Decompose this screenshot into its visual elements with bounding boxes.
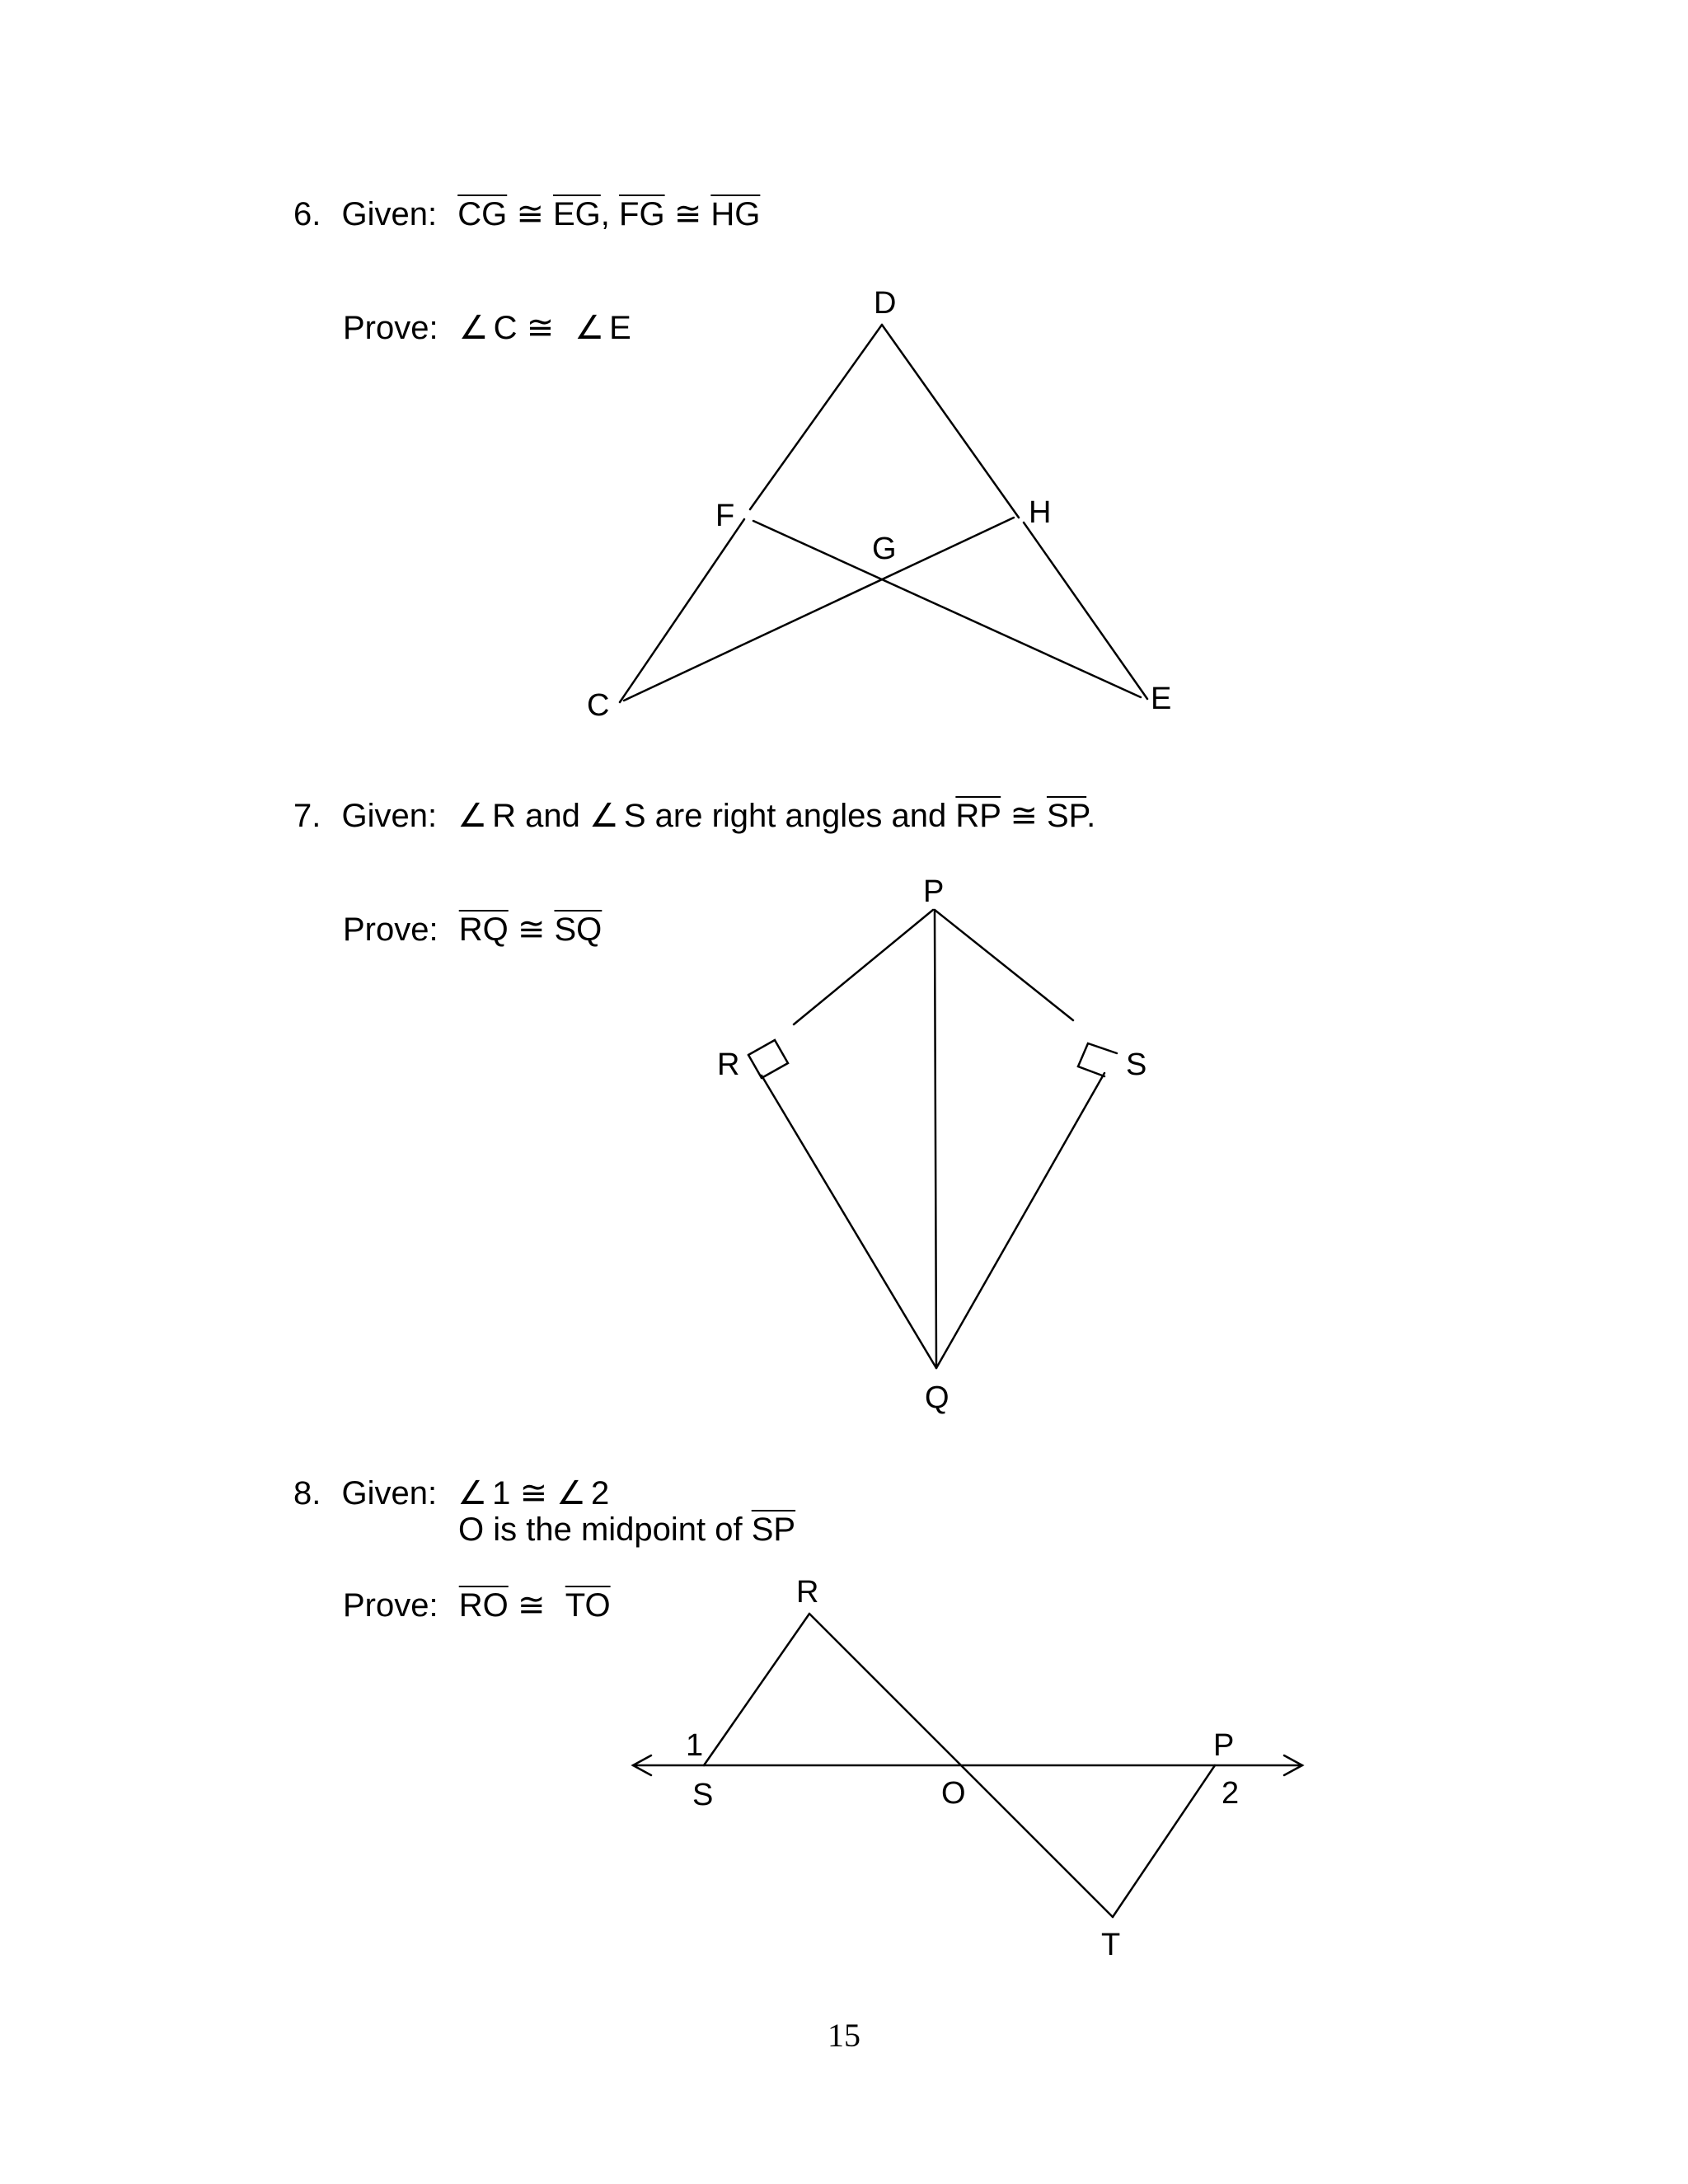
point-label-p: P: [1213, 1728, 1235, 1763]
figure-8: [633, 1614, 1302, 1917]
segment-sq: $\overline{SQ}$: [554, 912, 603, 948]
angle-label-1: 1: [686, 1728, 704, 1763]
segment-rp: $\overline{RP}$: [955, 798, 1001, 834]
page-number: 15: [828, 2017, 860, 2054]
angle-symbol: ∠: [588, 798, 619, 834]
segment-df: [750, 325, 882, 509]
segment-tp: [1113, 1765, 1215, 1917]
given-text: are right angles and: [654, 798, 947, 834]
midpoint-text: O is the midpoint of: [458, 1511, 743, 1548]
segment-ps: [935, 910, 1073, 1020]
angle-label-2: 2: [1221, 1776, 1240, 1811]
angle-2: 2: [590, 1475, 610, 1511]
point-label-c: C: [587, 688, 610, 723]
point-label-s: S: [692, 1778, 714, 1812]
comma: ,: [600, 196, 610, 232]
given-label: Given:: [341, 1475, 438, 1511]
angle-symbol: ∠: [457, 1475, 488, 1511]
segment-fg: $\overline{FG}$: [619, 196, 665, 232]
point-label-e: E: [1151, 682, 1172, 716]
point-label-f: F: [715, 499, 735, 533]
angle-c: C: [493, 310, 518, 346]
segment-sp: $\overline{SP}$: [1046, 798, 1087, 834]
segment-rr: [748, 1055, 762, 1078]
segment-cg: $\overline{CG}$: [457, 196, 508, 232]
congruent-symbol: ≅: [673, 196, 702, 232]
problem-number: 8.: [293, 1475, 321, 1511]
point-label-t: T: [1101, 1928, 1121, 1962]
segment-eg: $\overline{EG}$: [552, 196, 601, 232]
angle-r: R: [492, 798, 516, 834]
segment-fe: [753, 521, 1141, 697]
point-label-s: S: [1126, 1047, 1147, 1082]
right-angle-mark-r: [748, 1040, 788, 1078]
figure-7: [748, 910, 1117, 1368]
figure-6: [620, 325, 1147, 702]
given-label: Given:: [341, 798, 438, 834]
right-angle-mark-s: [1078, 1043, 1117, 1076]
problem-number: 7.: [293, 798, 321, 834]
point-label-r: R: [717, 1047, 740, 1082]
congruent-symbol: ≅: [519, 1475, 547, 1511]
angle-symbol: ∠: [574, 310, 605, 346]
congruent-symbol: ≅: [526, 310, 555, 346]
prove-label: Prove:: [343, 912, 438, 948]
segment-to: $\overline{TO}$: [565, 1587, 611, 1624]
point-label-g: G: [872, 532, 897, 566]
given-label: Given:: [341, 196, 438, 232]
and-word: and: [525, 798, 580, 834]
segment-ro: $\overline{RO}$: [458, 1587, 509, 1624]
point-label-o: O: [941, 1776, 966, 1811]
point-label-d: D: [874, 286, 897, 321]
point-label-r: R: [796, 1575, 819, 1610]
segment-hg: $\overline{HG}$: [710, 196, 761, 232]
segment-sp: $\overline{SP}$: [751, 1511, 796, 1548]
angle-s: S: [623, 798, 646, 834]
congruent-symbol: ≅: [517, 912, 546, 948]
angle-symbol: ∠: [458, 310, 489, 346]
segment-sq: [936, 1073, 1104, 1368]
segment-sr: [704, 1614, 809, 1765]
segment-rq: [762, 1076, 936, 1368]
point-label-p: P: [923, 874, 945, 909]
congruent-symbol: ≅: [1010, 798, 1038, 834]
point-label-h: H: [1029, 495, 1052, 530]
congruent-symbol: ≅: [516, 196, 544, 232]
period: .: [1086, 798, 1096, 834]
congruent-symbol: ≅: [517, 1587, 546, 1624]
segment-rq: $\overline{RQ}$: [458, 912, 509, 948]
segment-fc: [620, 519, 744, 702]
angle-symbol: ∠: [556, 1475, 586, 1511]
angle-e: E: [609, 310, 631, 346]
segment-pq: [935, 912, 936, 1368]
angle-1: 1: [492, 1475, 511, 1511]
segment-pr: [794, 910, 933, 1024]
prove-label: Prove:: [343, 310, 438, 346]
point-label-q: Q: [925, 1380, 950, 1415]
segment-dh: [882, 325, 1019, 518]
angle-symbol: ∠: [457, 798, 488, 834]
problem-number: 6.: [293, 196, 321, 232]
prove-label: Prove:: [343, 1587, 438, 1624]
